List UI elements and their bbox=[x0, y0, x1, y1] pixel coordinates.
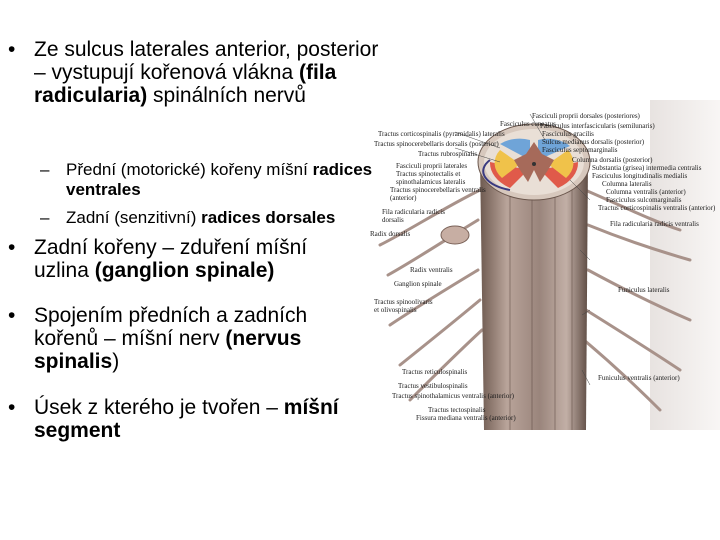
label-fila-radicularia-dorsalis: Fila radicularia radicis dorsalis bbox=[382, 208, 445, 224]
label-tractus-spinotectalis: Tractus spinotectalis et spinothalamicus lateralis bbox=[396, 170, 466, 186]
label-tractus-corticospinalis-lateralis: Tractus corticospinalis (pyramidalis) lateralis bbox=[378, 130, 505, 138]
label-substantia-intermedia: Substantia (grisea) intermedia centralis bbox=[592, 164, 702, 172]
label-columna-ventralis: Columna ventralis (anterior) bbox=[606, 188, 686, 196]
label-fasciculus-sulcomarginalis: Fasciculus sulcomarginalis bbox=[606, 196, 682, 204]
slide-text: • Ze sulcus laterales anterior, posterior – vystupují kořenová vlákna (fila radicularia) spinálních nervů – Přední (motorické) kořeny míšní radices ventrales – Zadní (senzitivní) radices dorsales • Zadní kořeny – zduření míšní uzlina (ganglion spinale) • Spojením předních a zadních kořenů – míšní nerv (nervus spinalis) • Úsek z kterého je tvořen – míšní segment bbox=[8, 38, 379, 442]
label-radix-dorsalis: Radix dorsalis bbox=[370, 230, 411, 238]
bullet-dot: • bbox=[8, 396, 16, 419]
label-fasciculus-longitudinalis: Fasciculus longitudinalis medialis bbox=[592, 172, 688, 180]
spinal-cord-illustration bbox=[360, 100, 720, 440]
label-tractus-spinothalamicus-ventralis: Tractus spinothalamicus ventralis (anterior) bbox=[392, 392, 515, 400]
label-columna-dorsalis: Columna dorsalis (posterior) bbox=[572, 156, 653, 164]
label-tractus-tectospinalis: Tractus tectospinalis bbox=[428, 406, 486, 414]
label-fasciculi-proprii-dorsales: Fasciculi proprii dorsales (posteriores) bbox=[532, 112, 640, 120]
label-tractus-vestibulospinalis: Tractus vestibulospinalis bbox=[398, 382, 468, 390]
label-columna-lateralis: Columna lateralis bbox=[602, 180, 652, 188]
bullet-dot: • bbox=[8, 304, 16, 327]
label-sulcus-medianus-dorsalis: Sulcus medianus dorsalis (posterior) bbox=[542, 138, 645, 146]
label-fasciculi-proprii-laterales: Fasciculi proprii laterales bbox=[396, 162, 468, 170]
dash-marker: – bbox=[40, 160, 50, 179]
label-radix-ventralis: Radix ventralis bbox=[410, 266, 453, 274]
label-funiculus-lateralis: Funiculus lateralis bbox=[618, 286, 670, 294]
label-tractus-spinocerebellaris-ventralis: Tractus spinocerebellaris ventralis (anterior) bbox=[390, 186, 486, 202]
label-tractus-corticospinalis-ventralis: Tractus corticospinalis ventralis (anterior) bbox=[598, 204, 716, 212]
label-ganglion-spinale: Ganglion spinale bbox=[394, 280, 442, 288]
label-fasciculus-septomarginalis: Fasciculus septomarginalis bbox=[542, 146, 618, 154]
label-fasciculus-cuneatus: Fasciculus cuneatus bbox=[500, 120, 556, 128]
label-fasciculus-interfascicularis: Fasciculus interfascicularis (semilunaris) bbox=[540, 122, 655, 130]
label-tractus-spinocerebellaris-dorsalis: Tractus spinocerebellaris dorsalis (posterior) bbox=[374, 140, 499, 148]
label-fasciculus-gracilis: Fasciculus gracilis bbox=[542, 130, 594, 138]
bullet-dot: • bbox=[8, 38, 16, 61]
label-tractus-rubrospinalis: Tractus rubrospinalis bbox=[418, 150, 478, 158]
label-fissura-mediana-ventralis: Fissura mediana ventralis (anterior) bbox=[416, 414, 516, 422]
dash-marker: – bbox=[40, 208, 50, 227]
label-funiculus-ventralis: Funiculus ventralis (anterior) bbox=[598, 374, 680, 382]
label-tractus-reticulospinalis: Tractus reticulospinalis bbox=[402, 368, 468, 376]
label-fila-radicularia-ventralis: Fila radicularia radicis ventralis bbox=[610, 220, 699, 228]
label-tractus-spinoolivaris: Tractus spinoolivaris et olivospinalis bbox=[374, 298, 433, 314]
bullet-dot: • bbox=[8, 236, 16, 259]
